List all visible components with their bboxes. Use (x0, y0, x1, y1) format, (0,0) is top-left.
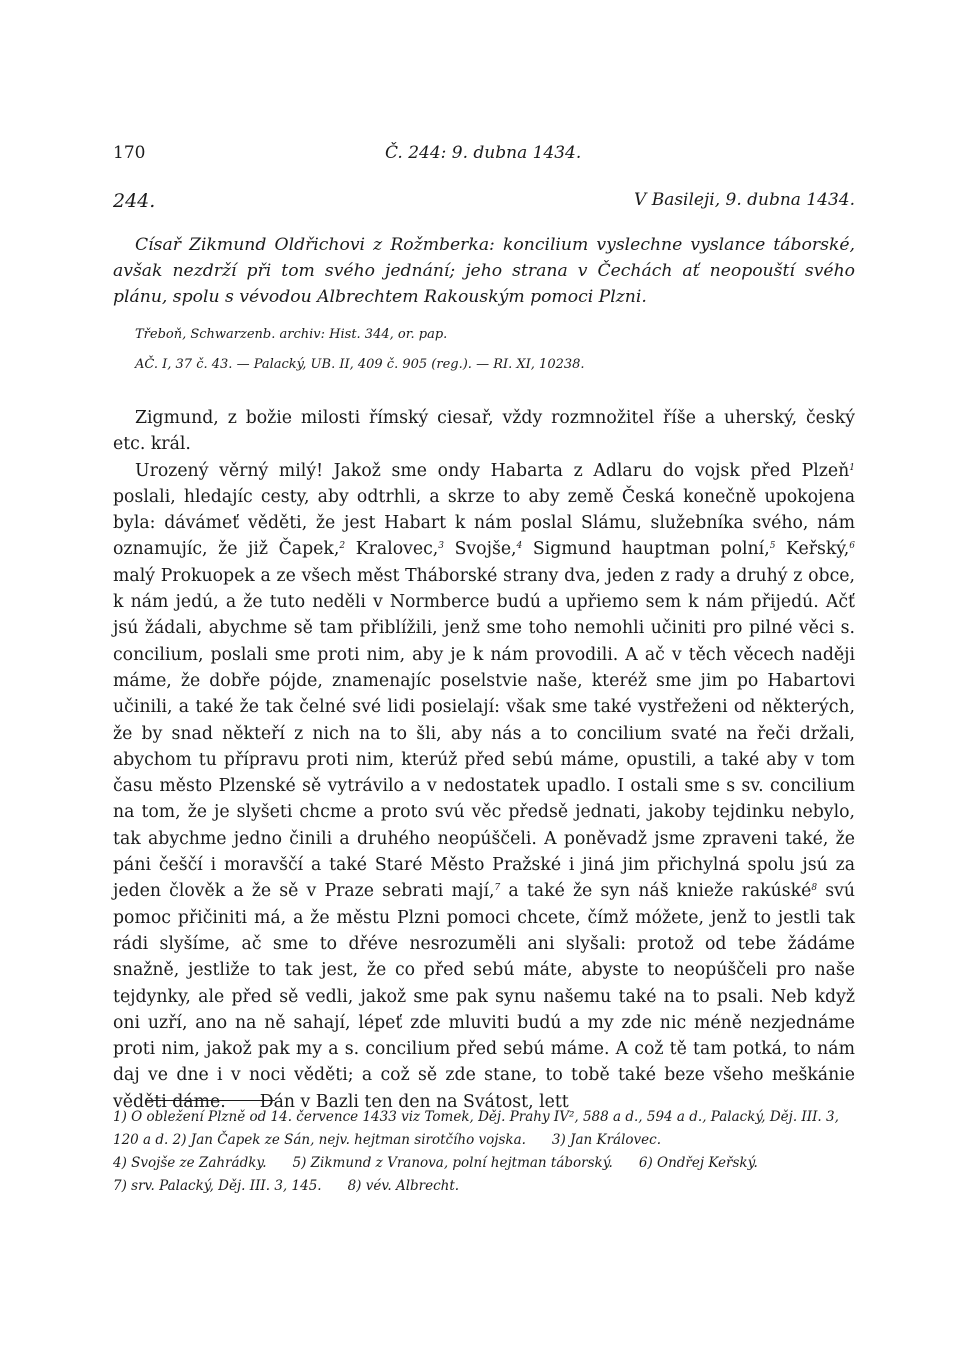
footnote-marker[interactable]: 2 (339, 541, 346, 552)
regest-summary: Císař Zikmund Oldřichovi z Rožmberka: koncilium vyslechne vyslance táborské, avšak nezdrží při tom svého jednání; jeho strana v Čechách ať neopouští svého plánu, spolu s vévodou Albrechtem Rakouským pomoci Plzni. (113, 235, 855, 307)
running-title: Č. 244: 9. dubna 1434. (385, 143, 582, 163)
text-segment: malý Prokuopek a ze všech měst Tháborské strany dva, jeden z rady a druhý z obce, k nám jedú, a že tuto neděli v Normberce budú a upřiemo sem k nám přijedú. Ačť jsú žádali, abychme sě tam přiblížili, jenž sme toho nemohli učiniti pro pilné věci s. concilium, poslali sme proti nim, aby je k nám provodili. A ač v těch věcech naději máme, že dobře pójde, znamenajíc poselstvie naše, kteréž sme jim po Habartovi učinili, a také že tak čelné své lidi posielají: však sme také vystřeženi od některých, že by snad někteří z nich na to šli, aby nás a to concilium svaté na řeči držali, abychom tu přípravu proti nim, kterúž před sebú máme, opustili, a také aby v tom času město Plzenské sě vytrávilo a v nedostatek upadlo. I ostali sme s sv. concilium na tom, že je slyšeti chcme a proto svú věc předsě jednati, jakoby tejdinku nebylo, tak abychme jedno činili a druhého neopúščeli. A poněvadž jsme zpraveni také, že páni češčí i moravščí a také Staré Město Pražské i jiná jim přichylná spolu jsú za jeden člověk a že sě v Praze sebrati mají, (113, 565, 855, 902)
footnote-5: 5) Zikmund z Vranova, polní hejtman táborský. (292, 1155, 613, 1171)
dating-clause: Dán v Bazli ten den na Svátost, lett (259, 1091, 569, 1112)
text-segment: Kralovec, (345, 539, 439, 560)
text-segment: svú pomoc přičiniti má, a že městu Plzni pomoci chcete, čímž móžete, jenž to jestli tak rádi slyšíme, ač sme to dřéve nesrozuměli ani slyšali: protož od tebe žádáme snažně, jestliže to tak jest, že co před sebú máte, abyste to neopúščeli pro naše tejdynky, ale před sě vedli, jakož sme pak synu našemu také na to psali. Neb když oni uzří, ano na ně sahají, lépeť zde mluviti budú a my zde nic méně nezjednáme proti nim, jakož pak my a s. concilium před sebú máme. A což tě tam potká, to nám daj ve dne i v noci věděti; a což sě zde stane, to tobě také beze všeho meškánie věděti dáme. (113, 881, 856, 1112)
footnote-4: 4) Svojše ze Zahrádky. (113, 1155, 267, 1171)
text-segment: Sigmund hauptman polní, (522, 539, 770, 560)
place-and-date: V Basileji, 9. dubna 1434. (634, 190, 855, 210)
footnote-divider (145, 1100, 275, 1101)
footnote-marker[interactable]: 1 (849, 462, 855, 473)
text-segment: Svojše, (444, 539, 517, 560)
archive-source: Třeboň, Schwarzenb. archiv: Hist. 344, or. pap. (135, 327, 448, 342)
footnote-marker[interactable]: 7 (494, 883, 501, 894)
footnote-3: 3) Jan Královec. (551, 1132, 662, 1148)
footnote-marker[interactable]: 3 (438, 541, 444, 552)
salutation-paragraph: Zigmund, z božie milosti římský ciesař, vždy rozmnožitel říše a uherský, český etc. král. (113, 408, 855, 455)
document-heading (113, 190, 855, 216)
footnote-6: 6) Ondřej Keřský. (638, 1155, 758, 1171)
footnote-marker[interactable]: 5 (769, 541, 776, 552)
main-paragraph (113, 458, 855, 1115)
footnote-marker[interactable]: 4 (516, 541, 523, 552)
footnote-8: 8) vév. Albrecht. (347, 1178, 460, 1194)
footnote-2: 2) Jan Čapek ze Sán, nejv. hejtman sirotčího vojska. (172, 1132, 526, 1148)
text-segment: a také že syn náš knieže rakúské (500, 881, 812, 902)
footnote-1: 1) O obležení Plzně od 14. července 1433 viz Tomek, Děj. Prahy IV², 588 a d., 594 a d., Palacký, Děj. III. 3, 120 a d. (113, 1109, 839, 1148)
footnotes (113, 1106, 855, 1198)
text-segment: Urozený věrný milý! Jakož sme ondy Habarta z Adlaru do vojsk před Plzeň (135, 460, 850, 481)
footnote-marker[interactable]: 8 (811, 883, 818, 894)
text-segment: poslali, hledajíc cesty, aby odtrhli, a skrze to aby země Česká konečně upokojena byla: dávámeť věděti, že jest Habart k nám poslal Slámu, služebníka svého, nám oznamujíc, že již Čapek, (113, 486, 855, 560)
footnote-7: 7) srv. Palacký, Děj. III. 3, 145. (113, 1178, 322, 1194)
text-segment: Keřský, (775, 539, 850, 560)
footnote-marker[interactable]: 6 (849, 541, 855, 552)
page-header (113, 143, 855, 167)
document-number: 244. (113, 190, 156, 212)
page-number: 170 (113, 143, 146, 163)
edition-references: AČ. I, 37 č. 43. — Palacký, UB. II, 409 č. 905 (reg.). — RI. XI, 10238. (135, 357, 585, 372)
document-text (113, 405, 855, 1115)
